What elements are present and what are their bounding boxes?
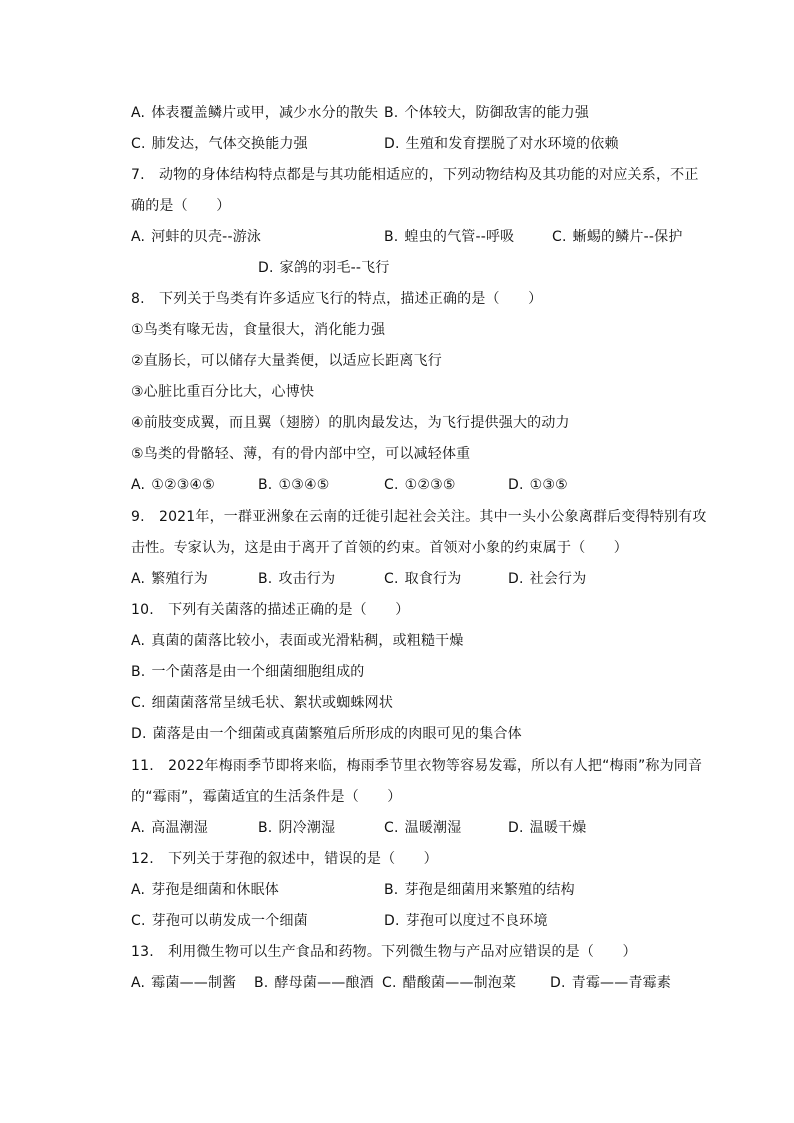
answer-option xyxy=(384,102,589,124)
answer-option xyxy=(131,817,208,839)
answer-option xyxy=(384,226,514,248)
answer-option xyxy=(131,661,364,683)
option-text: 霉菌——制酱 xyxy=(151,975,237,991)
options-line xyxy=(0,661,794,683)
question-text-line: 11. 2022年梅雨季节即将来临，梅雨季节里衣物等容易发霉，所以有人把“梅雨”称为同音 xyxy=(131,758,703,774)
option-text: 生殖和发育摆脱了对水环境的依赖 xyxy=(405,136,619,152)
question-text-line: 9. 2021年，一群亚洲象在云南的迁徙引起社会关注。其中一头小公象离群后变得特别有攻 xyxy=(131,509,707,525)
option-text: 醋酸菌——制泡菜 xyxy=(402,975,517,991)
option-text: ①②③④⑤ xyxy=(151,477,215,493)
option-text: 青霉——青霉素 xyxy=(571,975,672,991)
option-text: 温暖潮湿 xyxy=(404,820,462,836)
answer-option xyxy=(254,972,374,994)
option-text: 体表覆盖鳞片或甲，减少水分的散失 xyxy=(151,105,379,121)
options-line xyxy=(0,723,794,745)
option-letter: A. xyxy=(131,820,146,836)
question-text-line: 8. 下列关于鸟类有许多适应飞行的特点，描述正确的是（ ） xyxy=(131,291,543,307)
option-letter: D. xyxy=(550,975,566,991)
options-line xyxy=(0,474,794,496)
option-text: 细菌菌落常呈绒毛状、絮状或蜘蛛网状 xyxy=(151,695,394,711)
option-letter: D. xyxy=(508,820,524,836)
option-text: 酵母菌——酿酒 xyxy=(274,975,374,991)
option-text: 芽孢可以萌发成一个细菌 xyxy=(151,913,308,929)
option-letter: B. xyxy=(258,571,273,587)
option-text: 阴冷潮湿 xyxy=(278,820,336,836)
question-text-line: 13. 利用微生物可以生产食品和药物。下列微生物与产品对应错误的是（ ） xyxy=(131,944,637,960)
option-text: 社会行为 xyxy=(529,571,587,587)
answer-option xyxy=(258,568,335,590)
option-letter: A. xyxy=(131,571,146,587)
option-text: 繁殖行为 xyxy=(151,571,208,587)
question-text-line: ④前肢变成翼，而且翼（翅膀）的肌肉最发达，为飞行提供强大的动力 xyxy=(131,415,570,431)
answer-option xyxy=(258,257,390,279)
option-letter: A. xyxy=(131,975,146,991)
option-text: 个体较大，防御敌害的能力强 xyxy=(404,105,590,121)
question-text-line: 的“霉雨”，霉菌适宜的生活条件是（ ） xyxy=(131,789,402,805)
option-text: 温暖干燥 xyxy=(529,820,587,836)
option-letter: B. xyxy=(254,975,269,991)
answer-option xyxy=(131,692,393,714)
option-letter: D. xyxy=(384,136,400,152)
option-text: 真菌的菌落比较小，表面或光滑粘稠，或粗糙干燥 xyxy=(151,633,464,649)
option-text: 芽孢可以度过不良环境 xyxy=(405,913,548,929)
answer-option xyxy=(131,630,464,652)
answer-option xyxy=(258,474,329,496)
option-text: ①②③⑤ xyxy=(404,477,456,493)
options-line xyxy=(0,910,794,932)
answer-option xyxy=(552,226,683,248)
answer-option xyxy=(508,568,586,590)
option-text: 蜥蜴的鳞片--保护 xyxy=(572,229,683,245)
answer-option xyxy=(131,133,308,155)
answer-option xyxy=(258,817,335,839)
options-line xyxy=(0,568,794,590)
option-text: 菌落是由一个细菌或真菌繁殖后所形成的肉眼可见的集合体 xyxy=(152,726,522,742)
option-letter: A. xyxy=(131,477,146,493)
answer-option xyxy=(131,474,215,496)
option-letter: D. xyxy=(508,571,524,587)
option-letter: C. xyxy=(131,913,146,929)
option-letter: A. xyxy=(131,105,146,121)
option-letter: C. xyxy=(552,229,567,245)
answer-option xyxy=(384,879,575,901)
answer-option xyxy=(131,226,261,248)
question-text-line: 12. 下列关于芽孢的叙述中，错误的是（ ） xyxy=(131,851,438,867)
option-letter: B. xyxy=(258,477,273,493)
options-line xyxy=(0,257,794,279)
answer-option xyxy=(131,879,279,901)
answer-option xyxy=(131,972,236,994)
answer-option xyxy=(550,972,671,994)
answer-option xyxy=(131,568,208,590)
question-text-line: 10. 下列有关菌落的描述正确的是（ ） xyxy=(131,602,410,618)
answer-option xyxy=(508,474,568,496)
option-text: 家鸽的羽毛--飞行 xyxy=(279,260,390,276)
option-letter: D. xyxy=(508,477,524,493)
option-letter: B. xyxy=(131,664,146,680)
option-letter: B. xyxy=(258,820,273,836)
answer-option xyxy=(382,972,516,994)
answer-option xyxy=(384,474,456,496)
option-text: 蝗虫的气管--呼吸 xyxy=(404,229,515,245)
option-letter: B. xyxy=(384,882,399,898)
question-text-line: ①鸟类有喙无齿，食量很大，消化能力强 xyxy=(131,322,386,338)
options-line xyxy=(0,226,794,248)
option-letter: D. xyxy=(131,726,147,742)
option-letter: C. xyxy=(382,975,397,991)
option-letter: D. xyxy=(384,913,400,929)
options-line xyxy=(0,133,794,155)
option-text: 取食行为 xyxy=(404,571,462,587)
answer-option xyxy=(384,133,619,155)
answer-option xyxy=(384,910,548,932)
option-text: 高温潮湿 xyxy=(151,820,208,836)
option-text: 肺发达，气体交换能力强 xyxy=(151,136,308,152)
option-text: ①③④⑤ xyxy=(278,477,330,493)
option-text: 芽孢是细菌和休眠体 xyxy=(151,882,279,898)
option-text: 芽孢是细菌用来繁殖的结构 xyxy=(404,882,575,898)
question-text-line: 确的是（ ） xyxy=(131,198,231,214)
answer-option xyxy=(384,568,461,590)
answer-option xyxy=(131,102,378,124)
option-letter: A. xyxy=(131,229,146,245)
option-text: 河蚌的贝壳--游泳 xyxy=(151,229,262,245)
option-letter: C. xyxy=(131,695,146,711)
answer-option xyxy=(131,910,308,932)
options-line xyxy=(0,817,794,839)
option-text: 攻击行为 xyxy=(278,571,336,587)
question-text-line: ⑤鸟类的骨骼轻、薄，有的骨内部中空，可以减轻体重 xyxy=(131,446,471,462)
options-line xyxy=(0,102,794,124)
question-text-line: ②直肠长，可以储存大量粪便，以适应长距离飞行 xyxy=(131,353,442,369)
answer-option xyxy=(131,723,522,745)
answer-option xyxy=(508,817,586,839)
options-line xyxy=(0,692,794,714)
option-letter: C. xyxy=(384,571,399,587)
options-line xyxy=(0,879,794,901)
question-text-line: 击性。专家认为，这是由于离开了首领的约束。首领对小象的约束属于（ ） xyxy=(131,540,628,556)
question-text-line: ③心脏比重百分比大，心博快 xyxy=(131,384,315,400)
option-letter: C. xyxy=(131,136,146,152)
option-letter: B. xyxy=(384,105,399,121)
option-letter: A. xyxy=(131,882,146,898)
options-line xyxy=(0,972,794,994)
option-text: 一个菌落是由一个细菌细胞组成的 xyxy=(151,664,365,680)
option-letter: B. xyxy=(384,229,399,245)
answer-option xyxy=(384,817,461,839)
options-line xyxy=(0,630,794,652)
option-letter: D. xyxy=(258,260,274,276)
question-text-line: 7. 动物的身体结构特点都是与其功能相适应的，下列动物结构及其功能的对应关系，不正 xyxy=(131,167,699,183)
option-text: ①③⑤ xyxy=(529,477,568,493)
option-letter: C. xyxy=(384,820,399,836)
option-letter: C. xyxy=(384,477,399,493)
option-letter: A. xyxy=(131,633,146,649)
